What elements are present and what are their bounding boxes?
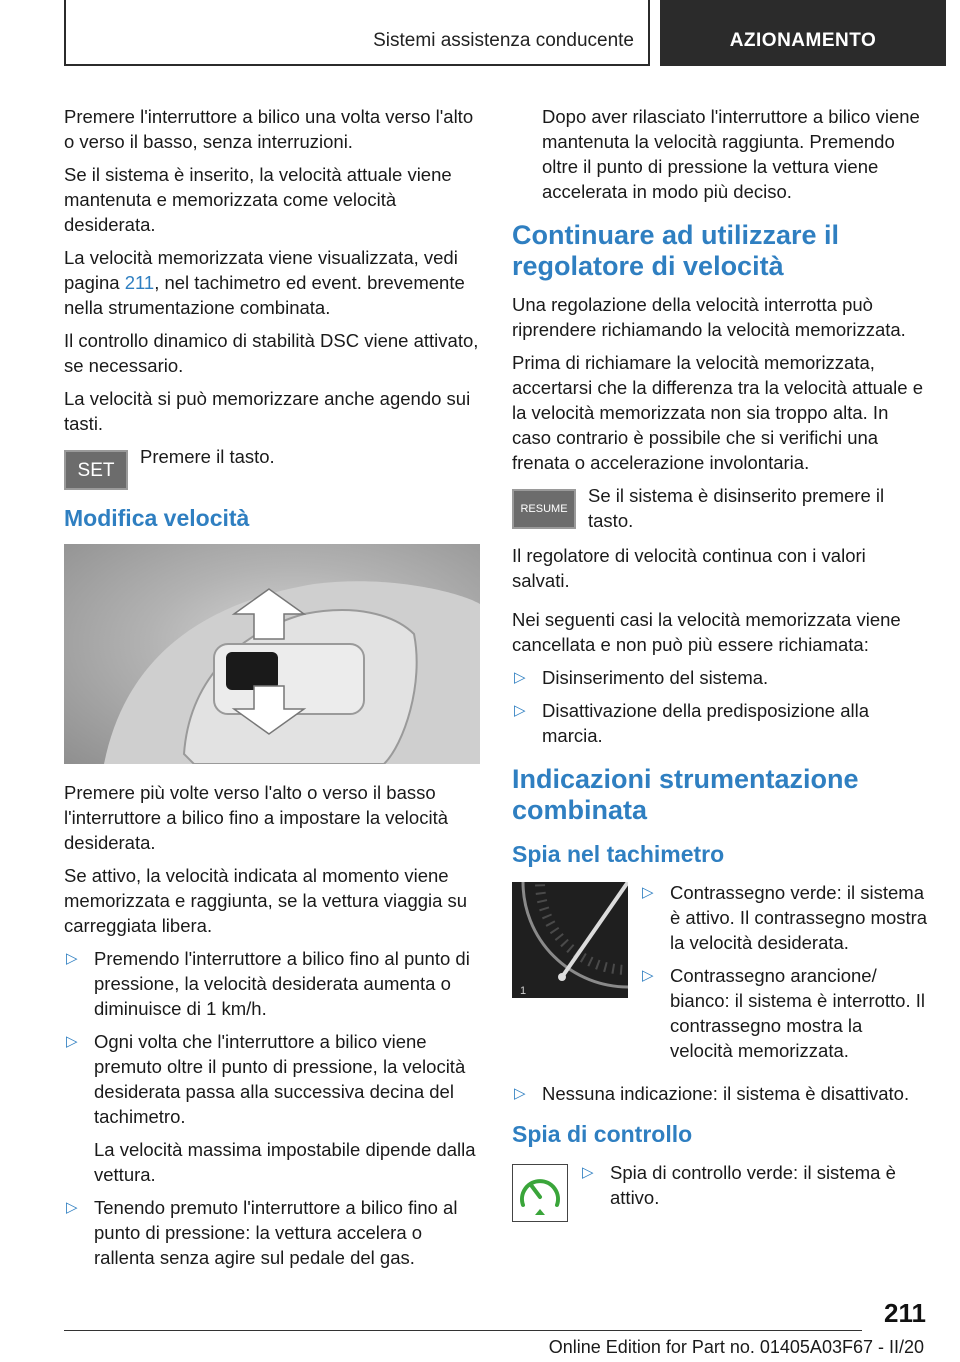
bullet-triangle-icon: ▷ [514, 1085, 526, 1102]
cruise-control-spia-icon [512, 1164, 568, 1222]
list-item [64, 1029, 480, 1187]
list-item-text: Ogni volta che l'interruttore a bilico viene premuto oltre il punto di pressione, la velocità desiderata passa alla successiva decina del tachimetro. [94, 1031, 466, 1127]
tacho-section [512, 880, 928, 1071]
page-number: 211 [884, 1298, 926, 1328]
list-item-text: Nessuna indicazione: il sistema è disattivato. [542, 1083, 910, 1104]
heading-spia-tachimetro: Spia nel tachimetro [512, 841, 725, 867]
bullet-triangle-icon: ▷ [514, 669, 526, 686]
bullet-list [64, 946, 480, 1270]
list-item [640, 880, 928, 955]
footer-divider [64, 1330, 862, 1331]
bullet-triangle-icon: ▷ [66, 1033, 78, 1050]
list-item [640, 963, 928, 1063]
list-item [512, 1081, 928, 1106]
paragraph: Prima di richiamare la velocità memorizzata, accertarsi che la differenza tra la velocità attuale e la velocità memorizzata non sia troppo alta. In caso contrario è possibile che si verifichi una frenata o accelerazione involontaria. [512, 352, 923, 473]
bullet-list [512, 1081, 928, 1106]
page-link[interactable]: 211 [124, 272, 155, 293]
resume-instruction-text: Se il sistema è disinserito premere il tasto. [588, 485, 885, 531]
list-item-text: Contrassegno arancione/ bianco: il sistema è interrotto. Il contrassegno mostra la velocità memorizzata. [670, 965, 925, 1061]
bullet-triangle-icon: ▷ [642, 967, 654, 984]
paragraph: Il regolatore di velocità continua con i valori salvati. [512, 545, 866, 591]
paragraph: Nei seguenti casi la velocità memorizzata viene cancellata e non può più essere richiamata: [512, 609, 901, 655]
paragraph: La velocità si può memorizzare anche agendo sui tasti. [64, 388, 471, 434]
steering-wheel-switch-photo [64, 544, 480, 764]
list-item [580, 1160, 928, 1210]
list-item-text: Disinserimento del sistema. [542, 667, 769, 688]
heading-continuare: Continuare ad utilizzare il regolatore di velocità [512, 220, 840, 281]
bullet-list [580, 1160, 928, 1218]
left-column [64, 104, 480, 1278]
svg-text:1: 1 [520, 985, 527, 997]
resume-instruction [512, 483, 928, 533]
list-item-text: Premendo l'interruttore a bilico fino al punto di pressione, la velocità desiderata aumenta o diminuisce di 1 km/h. [94, 948, 470, 1019]
bullet-triangle-icon: ▷ [642, 884, 654, 901]
list-item [512, 665, 928, 690]
bullet-triangle-icon: ▷ [66, 1199, 78, 1216]
bullet-triangle-icon: ▷ [514, 702, 526, 719]
list-item [512, 698, 928, 748]
set-instruction [64, 444, 480, 490]
list-item-note: La velocità massima impostabile dipende dalla vettura. [94, 1139, 476, 1185]
bullet-list [512, 665, 928, 748]
list-item-text: Contrassegno verde: il sistema è attivo. Il contrassegno mostra la velocità desiderata. [670, 882, 928, 953]
footer-edition: Online Edition for Part no. 01405A03F67 - II/20 [548, 1337, 924, 1357]
bullet-list [640, 880, 928, 1071]
heading-spia-controllo: Spia di controllo [512, 1121, 693, 1147]
list-item-text: Disattivazione della predisposizione alla marcia. [542, 700, 870, 746]
header-chapter-tab[interactable] [660, 0, 946, 66]
right-column [512, 104, 928, 1232]
bullet-triangle-icon: ▷ [582, 1164, 594, 1181]
speedometer-icon [512, 882, 628, 998]
paragraph-text: La velocità memorizzata viene visualizzata, vedi pagina [64, 247, 458, 293]
list-item [64, 946, 480, 1021]
header-section-box [64, 0, 650, 66]
heading-indicazioni: Indicazioni strumentazione combinata [512, 764, 859, 825]
paragraph [64, 245, 480, 320]
bullet-triangle-icon: ▷ [66, 950, 78, 967]
resume-key-image: RESUME [512, 489, 576, 529]
paragraph: Una regolazione della velocità interrotta può riprendere richiamando la velocità memorizzata. [512, 294, 906, 340]
list-item [64, 1195, 480, 1270]
paragraph: Premere più volte verso l'alto o verso il basso l'interruttore a bilico fino a impostare la velocità desiderata. [64, 782, 448, 853]
paragraph-text: , nel tachimetro ed event. brevemente nella strumentazione combinata. [64, 272, 465, 318]
paragraph: Premere l'interruttore a bilico una volta verso l'alto o verso il basso, senza interruzioni. [64, 106, 474, 152]
paragraph: Se attivo, la velocità indicata al momento viene memorizzata e raggiunta, se la vettura viaggia su carreggiata libera. [64, 865, 468, 936]
set-instruction-text: Premere il tasto. [140, 446, 275, 467]
header-section-title: Sistemi assistenza conducente [373, 30, 634, 51]
list-item-text: Tenendo premuto l'interruttore a bilico fino al punto di pressione: la vettura accelera o rallenta senza agire sul pedale del gas. [94, 1197, 458, 1268]
paragraph: Il controllo dinamico di stabilità DSC viene attivato, se necessario. [64, 330, 479, 376]
paragraph: Se il sistema è inserito, la velocità attuale viene mantenuta e memorizzata come velocità desiderata. [64, 164, 452, 235]
heading-modifica-velocita: Modifica velocità [64, 505, 250, 531]
paragraph: Dopo aver rilasciato l'interruttore a bilico viene mantenuta la velocità raggiunta. Premendo oltre il punto di pressione la vettura viene accelerata in modo più deciso. [542, 106, 920, 202]
list-item-text: Spia di controllo verde: il sistema è attivo. [610, 1162, 896, 1208]
spia-section [512, 1160, 928, 1222]
rocker-switch-illustration [64, 544, 480, 764]
header-chapter-title: AZIONAMENTO [729, 30, 877, 51]
set-key-image: SET [64, 450, 128, 490]
